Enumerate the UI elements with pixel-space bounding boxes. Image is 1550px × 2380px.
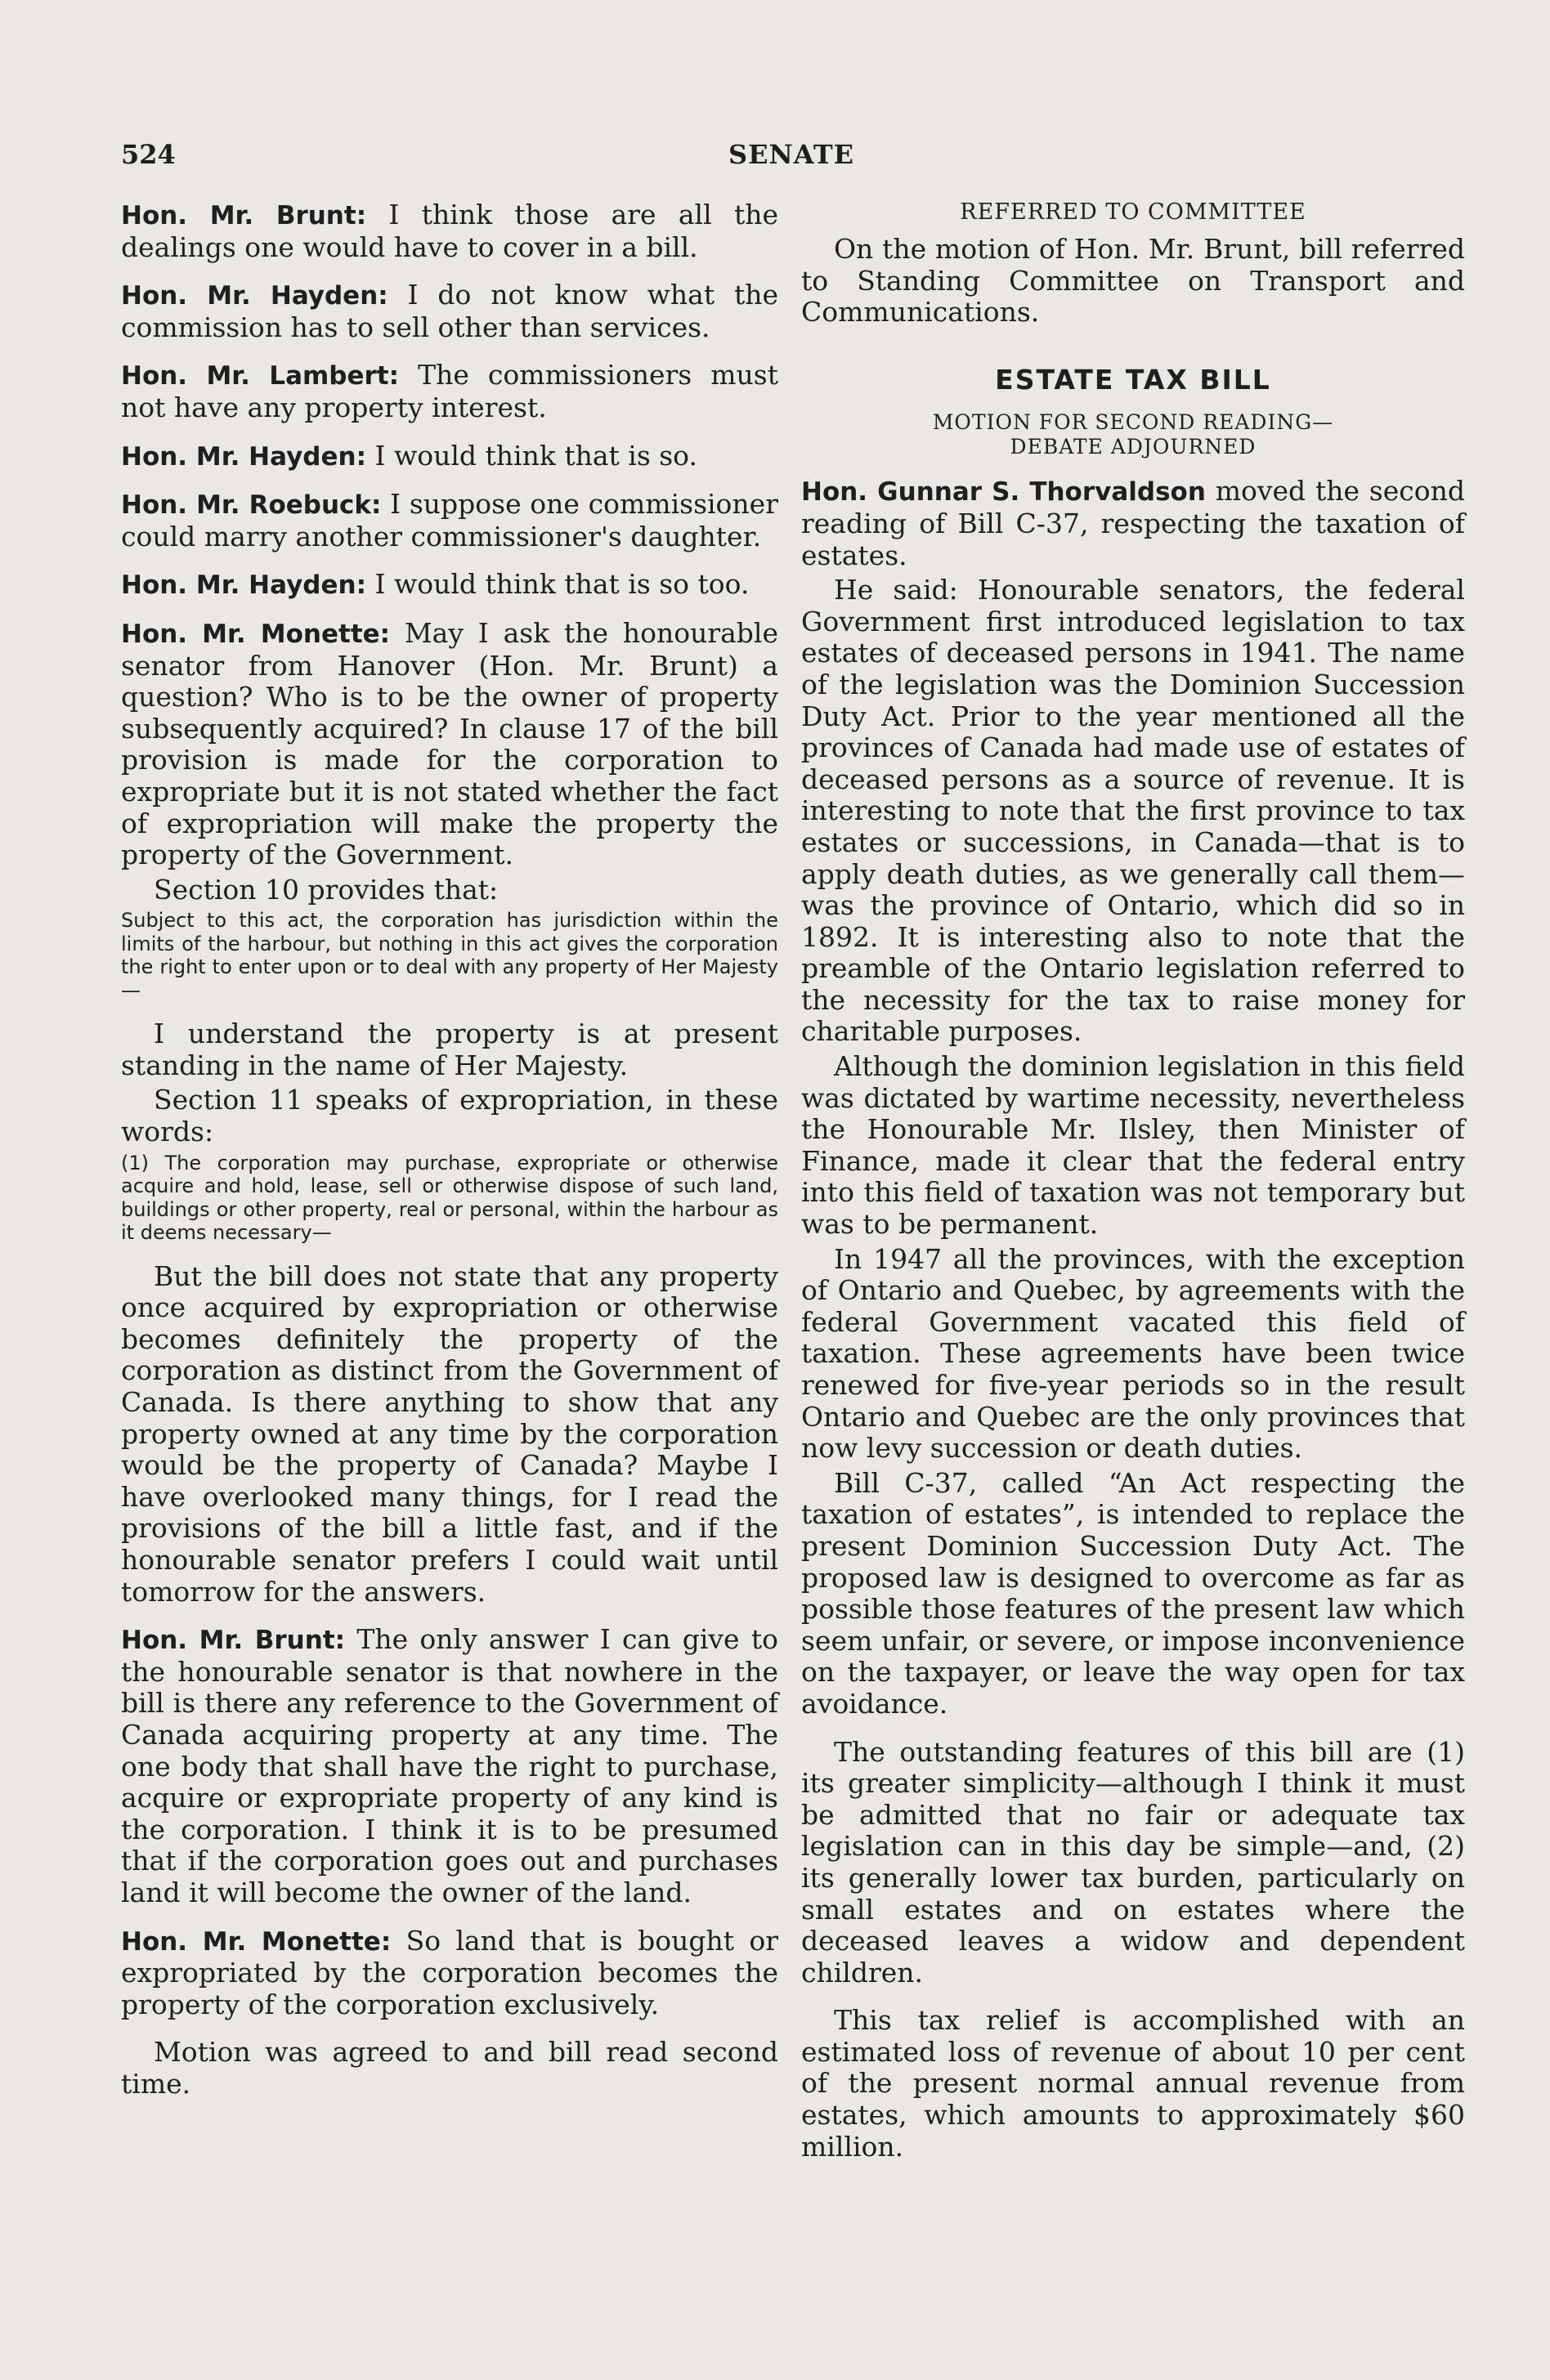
speech-paragraph [121,1926,778,2021]
speaker-name: Hon. Gunnar S. Thorvaldson [801,477,1206,508]
speech-text: I do not know what the commission has to sell other than services. [121,279,778,343]
motion-subheading-line: DEBATE ADJOURNED [1010,435,1257,459]
motion-subheading [801,410,1465,459]
speaker-name: Hon. Mr. Hayden: [121,570,366,601]
body-paragraph: I understand the property is at present standing in the name of Her Majesty. [121,1018,778,1081]
quoted-section: Subject to this act, the corporation has jurisdiction within the limits of the harbour, but nothing in this act gives the corporation the right to enter upon or to deal with any property of Her Majesty— [121,909,778,1002]
speech-paragraph [121,489,778,552]
speech-paragraph [121,1624,778,1908]
body-paragraph: Section 11 speaks of expropriation, in these words: [121,1084,778,1148]
page-header [121,139,1462,180]
speaker-name: Hon. Mr. Brunt: [121,1626,346,1656]
speaker-name: Hon. Mr. Roebuck: [121,490,382,521]
speaker-name: Hon. Mr. Lambert: [121,361,400,391]
speech-paragraph [121,441,778,473]
body-paragraph: But the bill does not state that any property once acquired by expropriation or otherwise becomes definitely the property of the corporation as distinct from the Government of Canada. Is there anything to show that any property owned at any time by the corporation would be the property of Canada? Maybe I have overlooked many things, for I read the provisions of the bill a little fast, and if the honourable senator prefers I could wait until tomorrow for the answers. [121,1259,778,1608]
quoted-section: (1) The corporation may purchase, expropriate or otherwise acquire and hold, lease, sell or otherwise dispose of such land, buildings or other property, real or personal, within the harbour as it deems necessary— [121,1151,778,1245]
speech-paragraph [121,569,778,602]
body-paragraph: In 1947 all the provinces, with the exception of Ontario and Quebec, by agreements with the federal Government vacated this field of taxation. These agreements have been twice renewed for five-year periods so in the result Ontario and Quebec are the only provinces that now levy succession or death duties. [801,1242,1465,1465]
body-paragraph: Section 10 provides that: [154,873,499,906]
speech-text: I would think that is so. [365,439,697,472]
speech-paragraph [121,618,778,871]
speech-text: May I ask the honourable senator from Hanover (Hon. Mr. Brunt) a question? Who is to be the owner of property subsequently acquired? In clause 17 of the bill provision is made for the corporation to expropriate but it is not stated whether the fact of expropriation will make the property the property of the Government. [121,616,778,871]
speaker-name: Hon. Mr. Hayden: [121,281,388,311]
body-paragraph: He said: Honourable senators, the federal Government first introduced legislation to tax estates of deceased persons in 1941. The name of the legislation was the Dominion Succession Duty Act. Prior to the year mentioned all the provinces of Canada had made use of estates of deceased persons as a source of revenue. It is interesting to note that the first province to tax estates or successions, in Canada—that is to apply death duties, as we generally call them—was the province of Ontario, which did so in 1892. It is interesting also to note that the preamble of the Ontario legislation referred to the necessity for the tax to raise money for charitable purposes. [801,574,1465,1048]
body-paragraph: On the motion of Hon. Mr. Brunt, bill referred to Standing Committee on Transport and Communications. [801,233,1465,329]
speech-text: So land that is bought or expropriated by the corporation becomes the property of the corporation exclusively. [121,1924,778,2020]
left-column [121,199,778,2117]
speaker-name: Hon. Mr. Monette: [121,619,391,649]
page-number: 524 [121,139,176,170]
body-paragraph: Although the dominion legislation in this field was dictated by wartime necessity, nevertheless the Honourable Mr. Ilsley, then Minister of Finance, made it clear that the federal entry into this field of taxation was not temporary but was to be permanent. [801,1050,1465,1241]
body-paragraph: Motion was agreed to and bill read second time. [121,2036,778,2100]
speech-text: I would think that is so too. [365,568,750,601]
right-column [801,199,1465,2179]
speech-text: The only answer I can give to the honourable senator is that nowhere in the bill is there any reference to the Government of Canada acquiring property at any time. The one body that shall have the right to purchase, acquire or expropriate property of any kind is the corporation. I think it is to be presumed that if the corporation goes out and purchases land it will become the owner of the land. [121,1623,778,1908]
body-paragraph: Bill C-37, called “An Act respecting the taxation of estates”, is intended to replace the present Dominion Succession Duty Act. The proposed law is designed to overcome as far as possible those features of the present law which seem unfair, or severe, or impose inconvenience on the taxpayer, or leave the way open for tax avoidance. [801,1466,1465,1720]
body-paragraph: This tax relief is accomplished with an estimated loss of revenue of about 10 per cent of the present normal annual revenue from estates, which amounts to approximately $60 million. [801,2004,1465,2163]
speech-paragraph [801,476,1465,571]
motion-subheading-line: MOTION FOR SECOND READING— [932,410,1334,435]
speech-text: moved the second reading of Bill C-37, respecting the taxation of estates. [801,475,1465,571]
running-head: SENATE [728,139,855,170]
section-heading-referred: REFERRED TO COMMITTEE [960,199,1306,225]
speaker-name: Hon. Mr. Brunt: [121,201,367,230]
speaker-name: Hon. Mr. Monette: [121,1926,392,1957]
speaker-name: Hon. Mr. Hayden: [121,441,366,472]
speech-paragraph [121,199,778,263]
speech-paragraph [121,280,778,343]
speech-text: I think those are all the dealings one would have to cover in a bill. [121,199,778,263]
body-paragraph: The outstanding features of this bill are (1) its greater simplicity—although I think it must be admitted that no fair or adequate tax legislation can in this day be simple—and, (2) its generally lower tax burden, particularly on small estates and on estates where the deceased leaves a widow and dependent children. [801,1735,1465,1989]
speech-text: I suppose one commissioner could marry another commissioner's daughter. [121,488,778,552]
bill-heading: ESTATE TAX BILL [995,363,1271,396]
speech-text: The commissioners must not have any property interest. [121,359,779,423]
speech-paragraph [121,360,778,423]
